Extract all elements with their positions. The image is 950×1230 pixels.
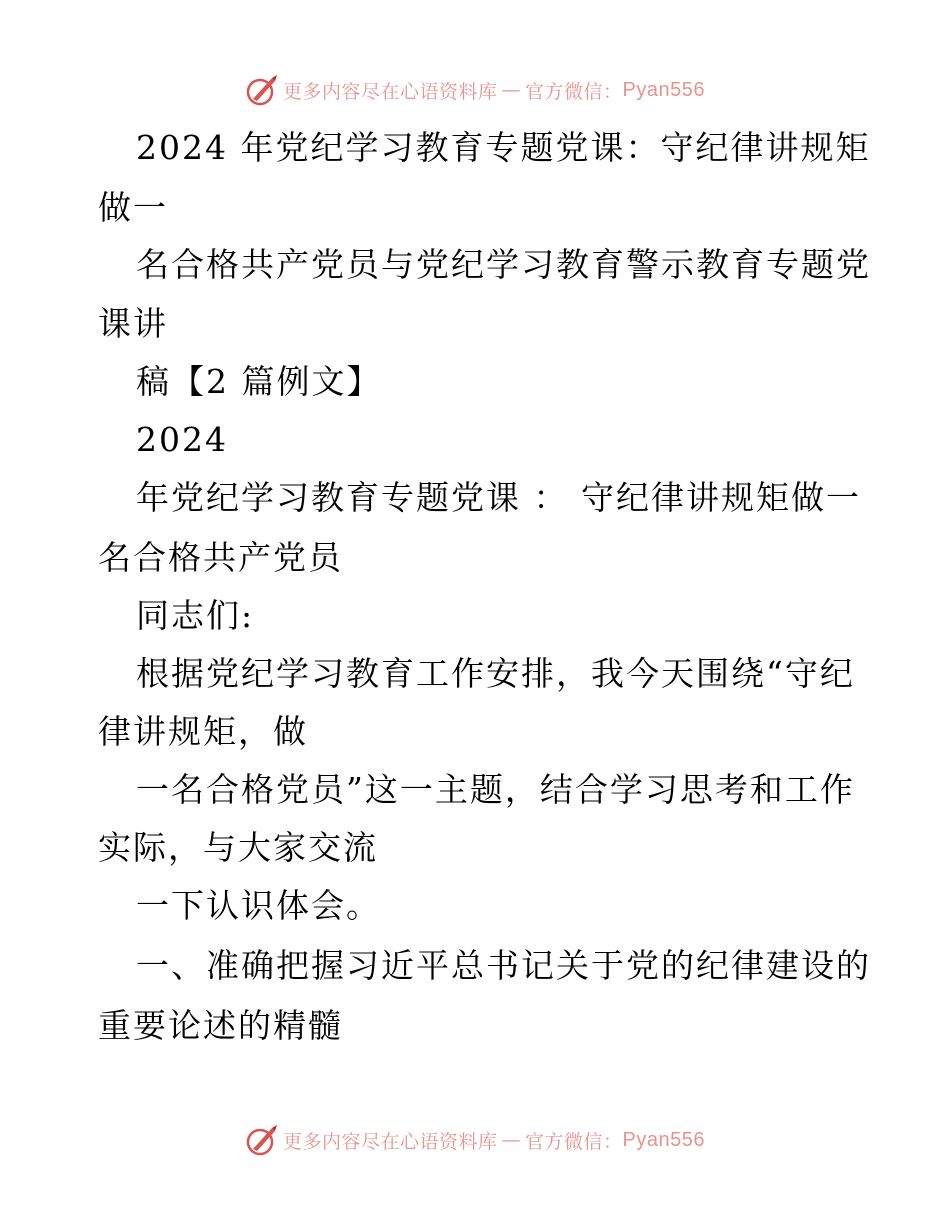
- title-line-3: 名合格共产党员与党纪学习教育警示教育专题党: [136, 245, 871, 284]
- paragraph-line-1: 根据党纪学习教育工作安排，我今天围绕“守纪: [136, 654, 855, 693]
- salutation: 同志们:: [136, 596, 255, 635]
- watermark-wechat-id: Pyan556: [622, 78, 705, 101]
- watermark-wechat-id: Pyan556: [622, 1128, 705, 1151]
- subtitle-year: 2024: [136, 420, 228, 459]
- watermark-suffix: 官方微信：: [525, 1130, 623, 1153]
- paragraph-line-3: 一名合格党员”这一主题，结合学习思考和工作: [136, 770, 855, 809]
- title-line-2: 做一: [98, 188, 168, 227]
- title-line-5: 稿【2 篇例文】: [136, 362, 382, 401]
- header-watermark: [0, 70, 950, 110]
- footer-watermark: [0, 1120, 950, 1160]
- section-heading-line-2: 重要论述的精髓: [98, 1006, 343, 1045]
- subtitle-line-1: 年党纪学习教育专题党课 ： 守纪律讲规矩做一: [136, 478, 861, 517]
- paragraph-line-5: 一下认识体会。: [136, 886, 381, 925]
- watermark-text: 更多内容尽在心语资料库: [283, 1130, 498, 1153]
- title-line-4: 课讲: [98, 304, 168, 343]
- title-line-1: 2024 年党纪学习教育专题党课：守纪律讲规矩: [136, 128, 871, 167]
- watermark-text: 更多内容尽在心语资料库: [283, 80, 498, 103]
- quill-logo-icon: [245, 73, 279, 107]
- watermark-dash: —: [501, 79, 522, 101]
- watermark-dash: —: [501, 1129, 522, 1151]
- quill-logo-icon: [245, 1123, 279, 1157]
- paragraph-line-2: 律讲规矩，做: [98, 712, 308, 751]
- paragraph-line-4: 实际，与大家交流: [98, 828, 378, 867]
- watermark-suffix: 官方微信：: [525, 80, 623, 103]
- subtitle-line-2: 名合格共产党员: [98, 538, 343, 577]
- section-heading-line-1: 一、准确把握习近平总书记关于党的纪律建设的: [136, 946, 871, 985]
